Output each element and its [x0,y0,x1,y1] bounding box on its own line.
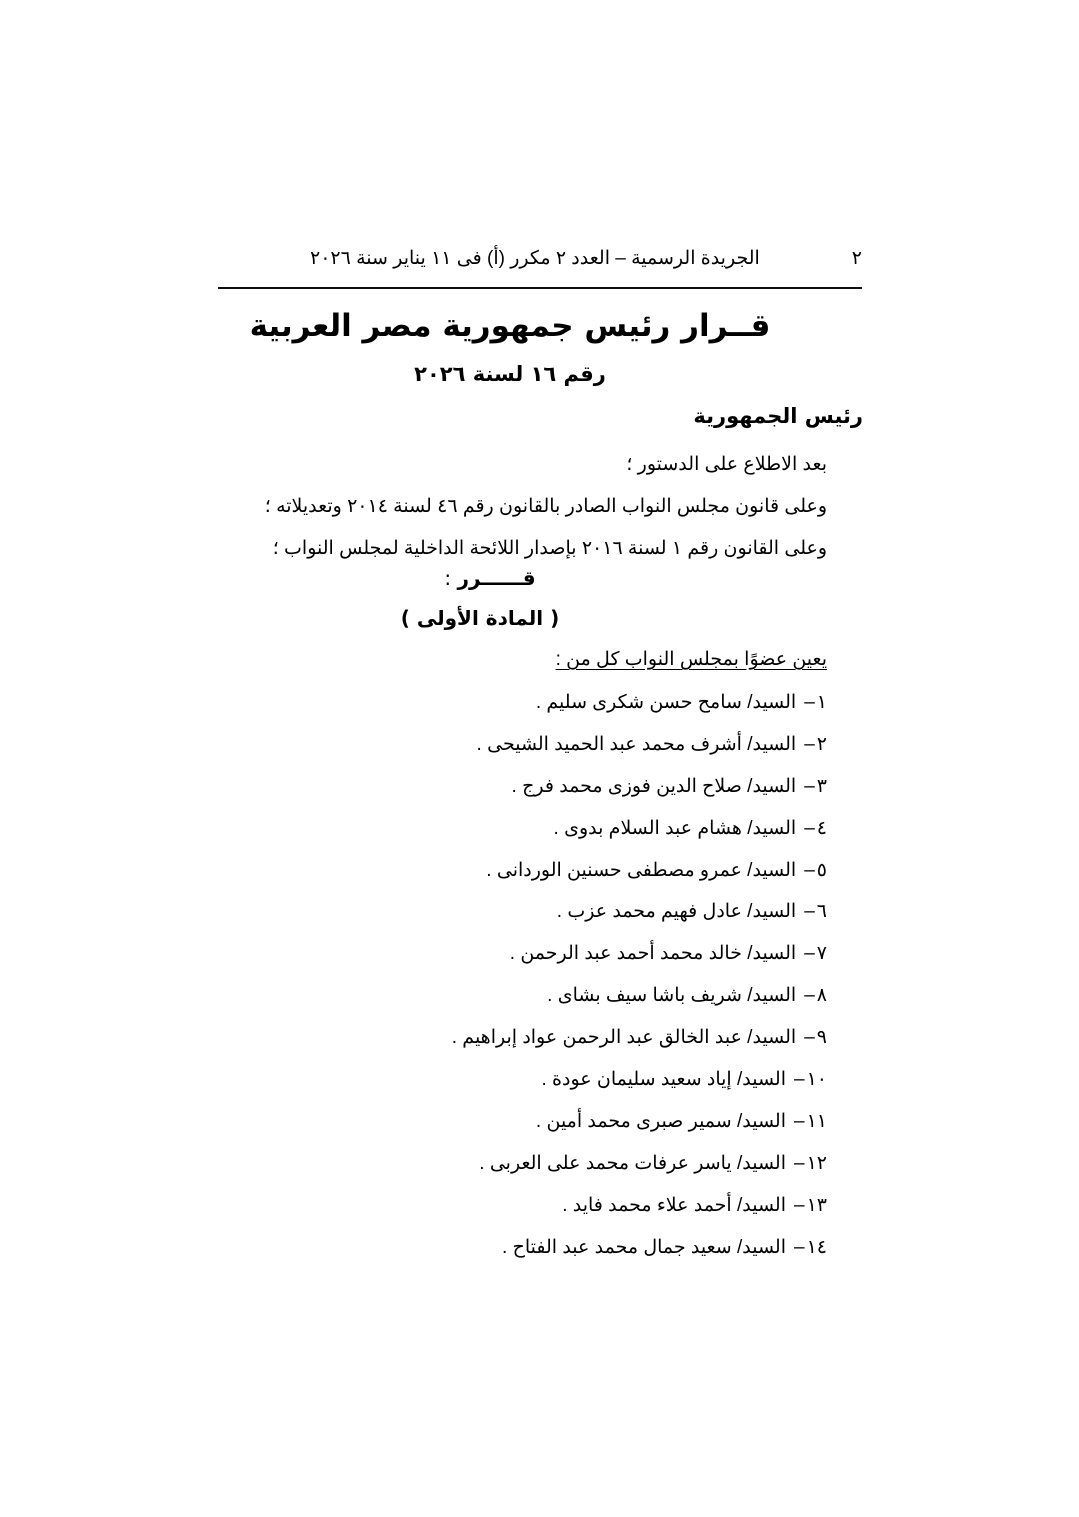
member-number: ١٤ [806,1236,827,1258]
member-name: السيد/ خالد محمد أحمد عبد الرحمن . [509,943,797,965]
member-item [452,854,827,896]
member-number: ٧ [816,943,827,965]
header-divider [218,287,862,289]
list-dash: – [804,985,815,1007]
member-name: السيد/ عادل فهيم محمد عزب . [556,901,797,923]
list-dash: – [804,692,815,713]
list-dash: – [804,1027,815,1049]
member-number: ٣ [816,775,827,797]
list-dash: – [794,1069,805,1091]
member-name: السيد/ عبد الخالق عبد الرحمن عواد إبراهيم . [451,1027,797,1049]
page-header [218,242,862,274]
decree-title: قــرار رئيس جمهورية مصر العربية [249,308,771,344]
member-number: ٥ [816,859,827,881]
member-name: السيد/ ياسر عرفات محمد على العربى . [479,1152,786,1174]
decision-heading [218,566,862,590]
page-number: ٢ [851,247,862,269]
decision-colon: : [444,566,458,590]
member-number: ١ [816,692,827,713]
preamble-line: وعلى القانون رقم ١ لسنة ٢٠١٦ بإصدار اللائحة الداخلية لمجلس النواب ؛ [272,538,827,559]
list-dash: – [794,1152,805,1174]
list-dash: – [794,1110,805,1132]
member-name: السيد/ سامح حسن شكرى سليم . [535,692,797,713]
member-number: ١٢ [806,1152,827,1174]
member-item [452,812,827,854]
preamble-line: وعلى قانون مجلس النواب الصادر بالقانون رقم ٤٦ لسنة ٢٠١٤ وتعديلاته ؛ [264,496,827,517]
members-list [452,686,827,1272]
list-dash: – [804,733,815,755]
member-item [452,728,827,770]
member-number: ٤ [816,817,827,839]
member-item [452,1147,827,1189]
member-number: ٦ [816,901,827,923]
member-item [452,1021,827,1063]
member-item [452,686,827,728]
member-item [452,770,827,812]
member-number: ١٣ [806,1194,827,1216]
decision-word: قــــــرر [457,566,536,590]
member-number: ٢ [816,733,827,755]
list-dash: – [804,943,815,965]
member-number: ٩ [816,1027,827,1049]
member-item [452,1189,827,1231]
member-name: السيد/ أحمد علاء محمد فايد . [562,1194,786,1216]
member-number: ١١ [806,1110,827,1132]
issuer-heading: رئيس الجمهورية [693,404,863,428]
member-number: ١٠ [806,1069,827,1091]
list-dash: – [804,901,815,923]
member-name: السيد/ سعيد جمال محمد عبد الفتاح . [502,1236,786,1258]
member-name: السيد/ صلاح الدين فوزى محمد فرج . [511,775,797,797]
list-dash: – [804,817,815,839]
article-heading: ( المادة الأولى ) [400,606,560,630]
member-name: السيد/ عمرو مصطفى حسنين الوردانى . [486,859,797,881]
list-dash: – [804,859,815,881]
member-name: السيد/ شريف باشا سيف بشاى . [547,985,797,1007]
member-number: ٨ [816,985,827,1007]
member-name: السيد/ أشرف محمد عبد الحميد الشيحى . [476,733,797,755]
preamble [265,444,827,570]
member-name: السيد/ إياد سعيد سليمان عودة . [541,1069,786,1091]
list-dash: – [794,1194,805,1216]
member-item [452,895,827,937]
member-item [452,1105,827,1147]
list-dash: – [804,775,815,797]
running-head: الجريدة الرسمية – العدد ٢ مكرر (أ) فى ١١ يناير سنة ٢٠٢٦ [310,247,760,269]
preamble-line: بعد الاطلاع على الدستور ؛ [626,454,827,475]
member-name: السيد/ هشام عبد السلام بدوى . [553,817,797,839]
list-dash: – [794,1236,805,1258]
appointment-intro: يعين عضوًا بمجلس النواب كل من : [555,649,827,670]
member-name: السيد/ سمير صبرى محمد أمين . [535,1110,786,1132]
member-item [452,1063,827,1105]
member-item [452,937,827,979]
decree-number: رقم ١٦ لسنة ٢٠٢٦ [414,362,606,386]
member-item [452,979,827,1021]
member-item [452,1231,827,1273]
